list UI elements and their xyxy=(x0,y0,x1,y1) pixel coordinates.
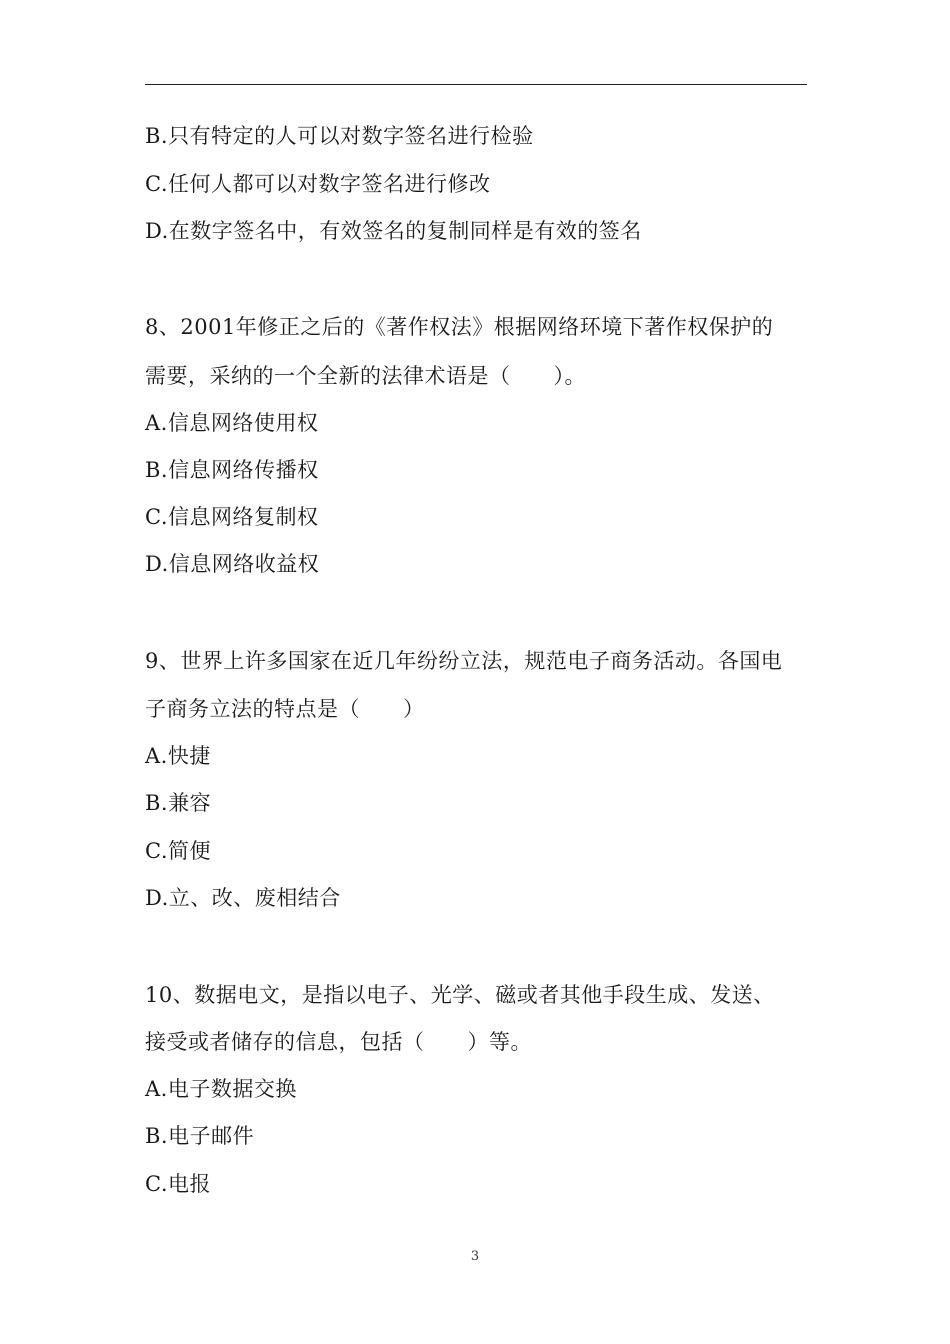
question-10-option-a: A.电子数据交换 xyxy=(145,1077,297,1101)
question-9-option-d: D.立、改、废相结合 xyxy=(145,886,341,910)
question-9-stem-line2: 子商务立法的特点是（ ） xyxy=(145,697,425,721)
question-8-option-d: D.信息网络收益权 xyxy=(145,552,320,576)
question-9-option-a: A.快捷 xyxy=(145,744,211,768)
option-d-prev: D.在数字签名中，有效签名的复制同样是有效的签名 xyxy=(145,219,642,243)
question-8-stem-line2: 需要，采纳的一个全新的法律术语是（ ）。 xyxy=(145,364,586,388)
question-9-stem-line1: 9、世界上许多国家在近几年纷纷立法，规范电子商务活动。各国电 xyxy=(145,649,783,673)
question-9-option-c: C.简便 xyxy=(145,839,211,863)
question-10-stem-line2: 接受或者储存的信息，包括（ ）等。 xyxy=(145,1030,532,1054)
option-b-prev: B.只有特定的人可以对数字签名进行检验 xyxy=(145,124,534,148)
question-9-option-b: B.兼容 xyxy=(145,791,212,815)
page-number: 3 xyxy=(470,1249,480,1264)
question-10-stem-line1: 10、数据电文，是指以电子、光学、磁或者其他手段生成、发送、 xyxy=(145,983,775,1007)
question-10-option-b: B.电子邮件 xyxy=(145,1124,255,1148)
question-8-stem-line1: 8、2001年修正之后的《著作权法》根据网络环境下著作权保护的 xyxy=(145,315,774,339)
option-c-prev: C.任何人都可以对数字签名进行修改 xyxy=(145,172,491,196)
header-rule xyxy=(145,84,807,85)
question-10-option-c: C.电报 xyxy=(145,1172,211,1196)
question-8-option-a: A.信息网络使用权 xyxy=(145,411,319,435)
question-8-option-b: B.信息网络传播权 xyxy=(145,458,319,482)
question-8-option-c: C.信息网络复制权 xyxy=(145,505,319,529)
